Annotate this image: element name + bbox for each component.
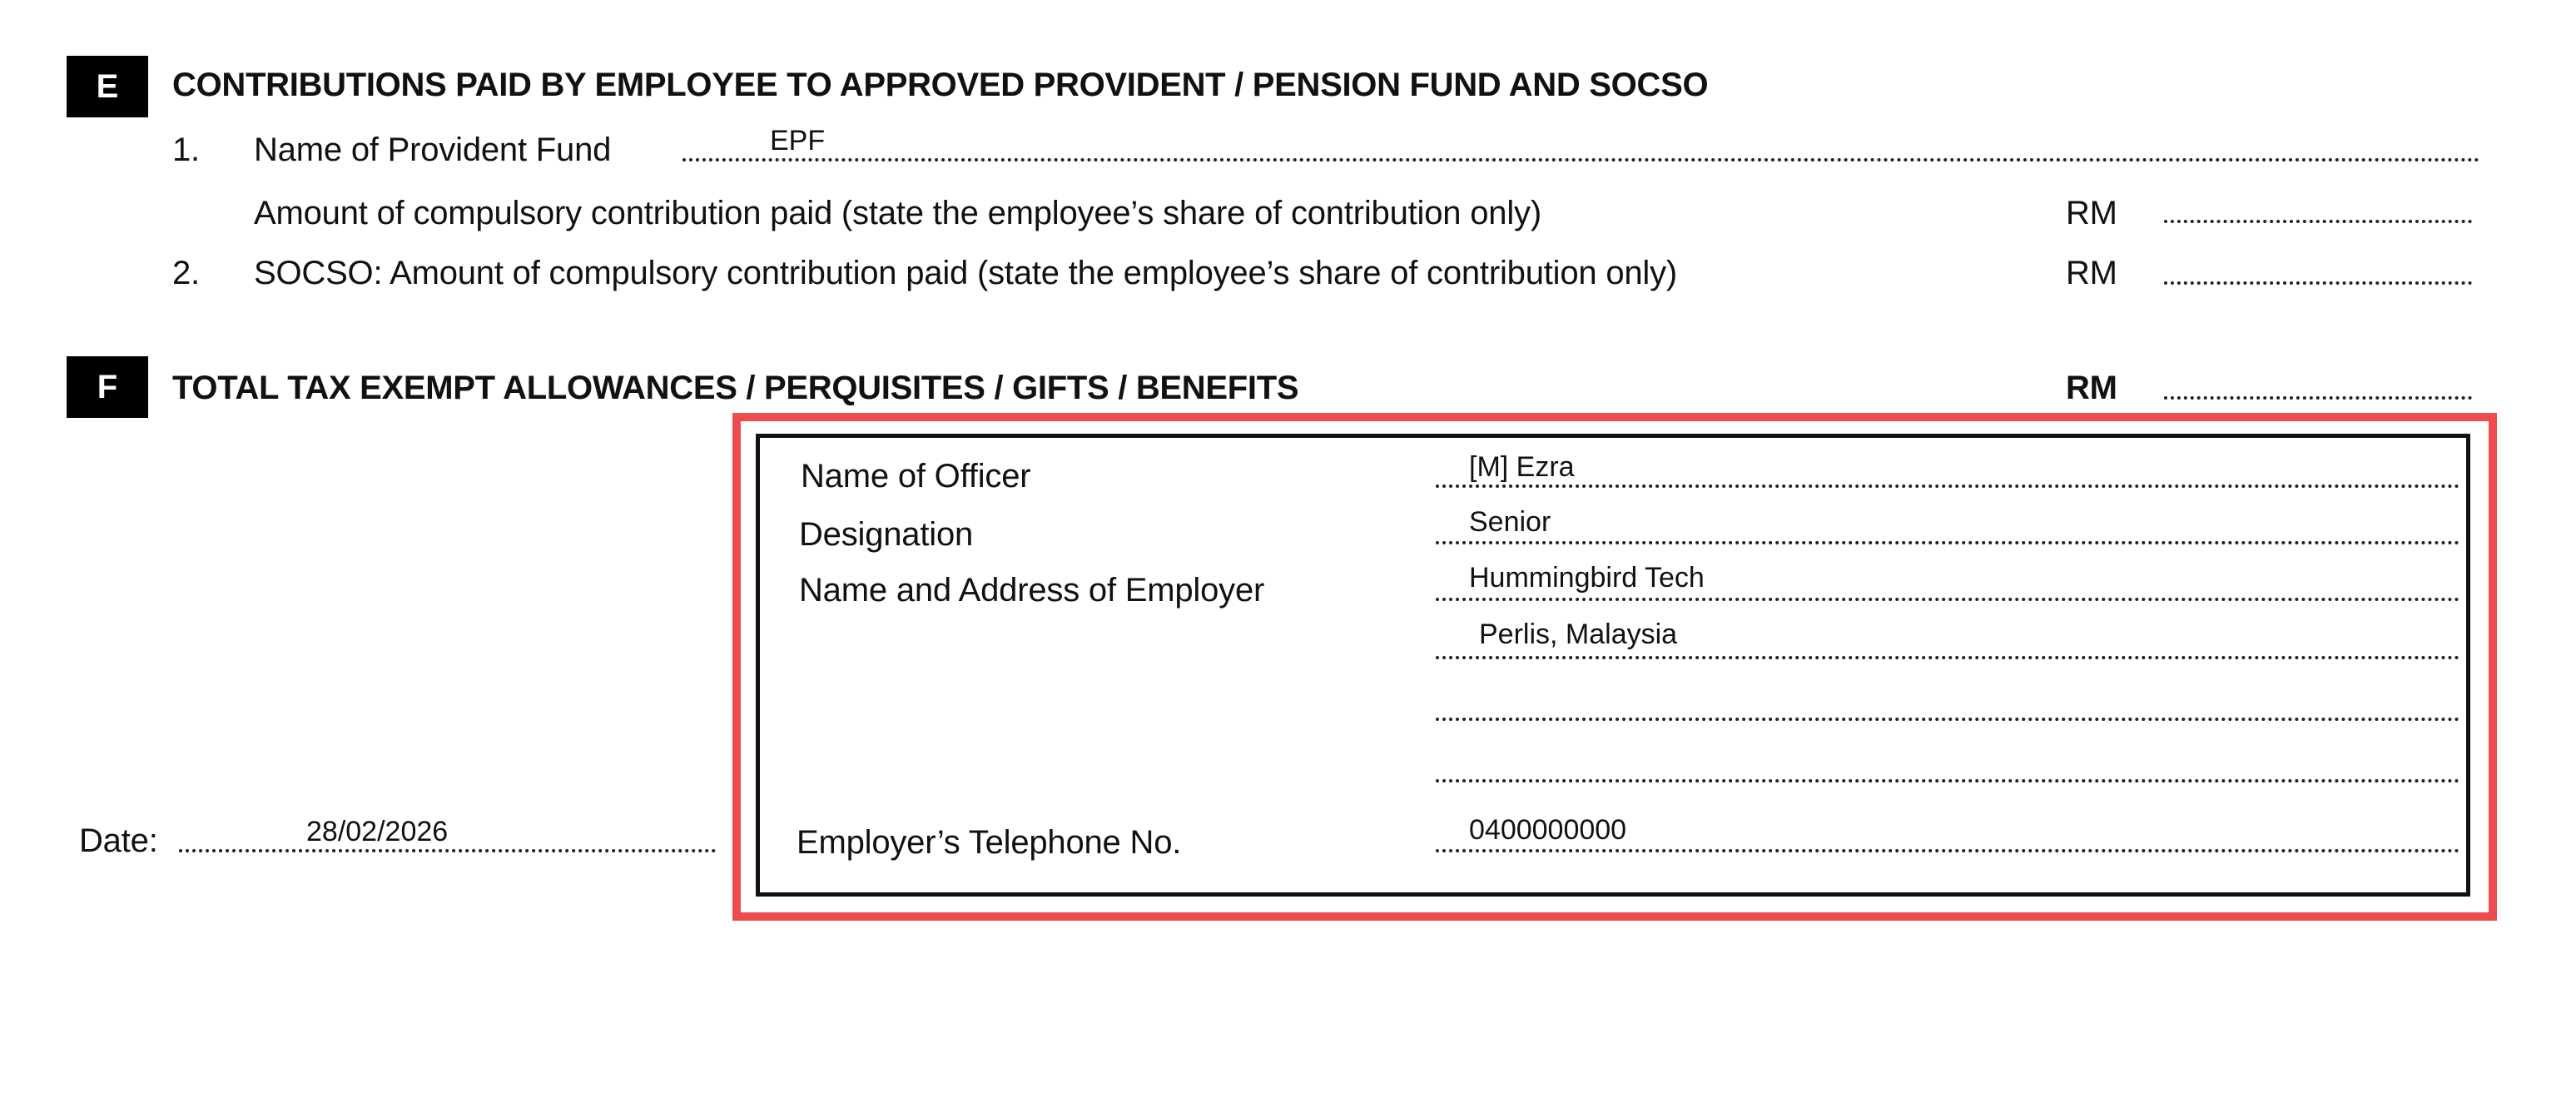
section-e-title: CONTRIBUTIONS PAID BY EMPLOYEE TO APPROVED PROVIDENT / PENSION FUND AND SOCSO [172, 67, 1709, 103]
section-f-currency: RM [2066, 370, 2117, 406]
telephone-dotline [1436, 849, 2459, 852]
designation-label: Designation [799, 516, 974, 553]
provident-fund-dotline [682, 158, 2480, 161]
date-dotline [179, 849, 716, 852]
officer-name-dotline [1436, 484, 2459, 488]
employer-address-line-2[interactable] [1436, 718, 2459, 721]
provident-fund-value[interactable]: EPF [770, 125, 826, 157]
compulsory-contribution-currency: RM [2066, 195, 2117, 231]
employer-address-dotline [1436, 656, 2459, 659]
section-f-letter: F [67, 356, 148, 418]
telephone-label: Employer’s Telephone No. [797, 824, 1182, 861]
compulsory-contribution-amount-field[interactable] [2164, 220, 2472, 223]
section-e-letter: E [67, 56, 148, 117]
employer-name-dotline [1436, 598, 2459, 601]
date-label: Date: [79, 822, 158, 859]
item2-number: 2. [172, 255, 200, 291]
designation-dotline [1436, 541, 2459, 544]
socso-contribution-label: SOCSO: Amount of compulsory contribution paid (state the employee’s share of contribution only) [254, 255, 1678, 291]
employer-address-value[interactable]: Perlis, Malaysia [1479, 619, 1678, 650]
date-value[interactable]: 28/02/2026 [306, 816, 449, 847]
designation-value[interactable]: Senior [1469, 506, 1551, 538]
employer-address-line-3[interactable] [1436, 779, 2459, 783]
socso-currency: RM [2066, 255, 2117, 291]
socso-amount-field[interactable] [2164, 281, 2472, 285]
item1-number: 1. [172, 132, 200, 168]
tax-exempt-amount-field[interactable] [2164, 396, 2472, 400]
provident-fund-label: Name of Provident Fund [254, 132, 612, 168]
employer-label: Name and Address of Employer [799, 572, 1265, 609]
compulsory-contribution-label: Amount of compulsory contribution paid (state the employee’s share of contribution only) [254, 195, 1541, 231]
officer-name-value[interactable]: [M] Ezra [1469, 451, 1575, 483]
section-f-title: TOTAL TAX EXEMPT ALLOWANCES / PERQUISITES / GIFTS / BENEFITS [172, 370, 1299, 406]
telephone-value[interactable]: 0400000000 [1469, 814, 1627, 846]
employer-name-value[interactable]: Hummingbird Tech [1469, 562, 1705, 594]
officer-name-label: Name of Officer [801, 458, 1031, 494]
